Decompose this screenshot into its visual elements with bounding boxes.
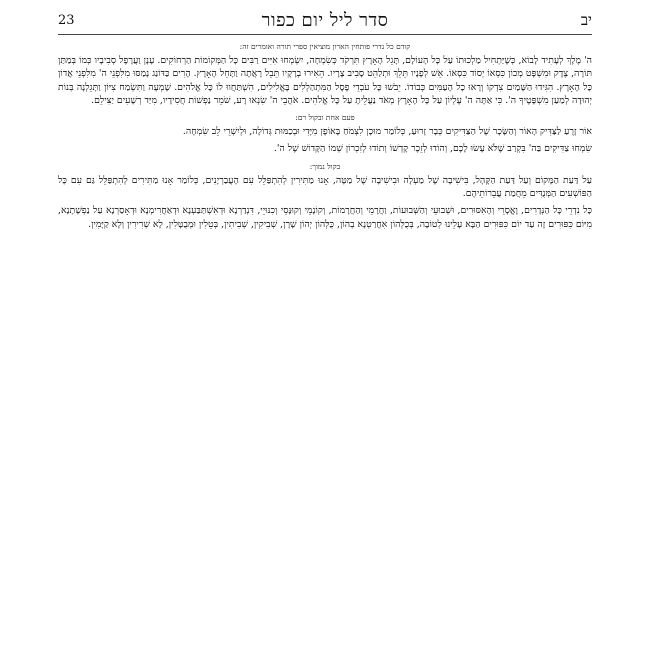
page-header — [58, 10, 592, 32]
rubric-quietly: בקול נמוך: — [309, 161, 341, 171]
running-title: סדר ליל יום כפור — [261, 10, 389, 31]
rubric-aloud: פעם אחת ובקול רם: — [295, 113, 355, 123]
kol-nidrei-paragraph: כָּל נִדְרֵי כָּל הַנְּדָרִים, וֶאֱסָרֵי וְהָאִסּוּרִים, וּשְׁבוּעֵי וְהַשְּׁבוּעוֹת, וַחֲרָמֵי וְהַחֲרָמוֹת, וְקוֹנָמֵי וְקוּנָּסֵי וְכִנּוּיֵי, דִּנְדַרְנָא וּדְאִשְׁתַּבַּעְנָא וּדְאַחֲרִימְנָא וּדְאָסַרְנָא עַל נַפְשָׁתָנָא, מִיּוֹם כִּפּוּרִים זֶה עַד יוֹם כִּפּוּרִים הַבָּא עָלֵינוּ לְטוֹבָה, בְּכֻלְּהוֹן אִחֲרַטְנָא בְהוֹן, כֻּלְּהוֹן יְהוֹן שָׁרָן, שְׁבִיקִין, שְׁבִיתִין, בְּטֵלִין וּמְבֻטָּלִין, לָא שְׁרִירִין וְלָא קַיָּמִין. — [58, 205, 592, 230]
page-number: 23 — [58, 13, 75, 28]
page-body — [58, 40, 592, 644]
header-divider — [58, 34, 592, 35]
al-daat-paragraph: עַל דַּעַת הַמָּקוֹם וְעַל דַּעַת הַקָּהָל, בִּישִׁיבָה שֶׁל מַעְלָה וּבִישִׁיבָה שֶׁל מַטָּה, אָנוּ מַתִּירִין לְהִתְפַּלֵּל עִם הָעֲבַרְיָנִים, כְּלוֹמַר אָנוּ מַתִּירִים לְהִתְפַּלֵּל גַּם עִם כָּל הַפּוֹשְׁעִים הַמְּנֻדִּים מֵחֲמַת עֲבֵרוֹתֵיהֶם. — [58, 174, 592, 200]
psalm-paragraph: ה' מֶלֶךְ לְעָתִיד לָבוֹא, כְּשֶׁיַּתְחִיל מַלְכוּתוֹ עַל כָּל הָעוֹלָם, תָּגֵל הָאָרֶץ תִּרְקֹד כְּשִׂמְחָה, יִשְׂמְחוּ אִיִּים רַבִּים כָּל הַמְּקוֹמוֹת הַרְחוֹקִים. עָנָן וַעֲרָפֶל סְבִיבָיו כְּמוֹ בְּמַתַּן תּוֹרָה, צֶדֶק וּמִשְׁפָּט מְכוֹן כִּסְאוֹ יְסוֹד כִּסְאוֹ. אֵשׁ לְפָנָיו תֵּלֵךְ וּתְלַהֵט סָבִיב צָרָיו. הֵאִירוּ בְרָקָיו תֵּבֵל רָאֲתָה וַתָּחֵל הָאָרֶץ. הָרִים כַּדּוֹנַג נָמַסּוּ מִלִּפְנֵי ה' מִלִּפְנֵי אֲדוֹן כָּל הָאָרֶץ. הִגִּידוּ הַשָּׁמַיִם צִדְקוֹ וְרָאוּ כָל הָעַמִּים כְּבוֹדוֹ. יֵבֹשׁוּ כָּל עֹבְדֵי פֶסֶל הַמִּתְהַלְלִים בָּאֱלִילִים, הִשְׁתַּחֲווּ לוֹ כָּל אֱלֹהִים. שָׁמְעָה וַתִּשְׂמַח צִיּוֹן וַתָּגֵלְנָה בְּנוֹת יְהוּדָה לְמַעַן מִשְׁפָּטֶיךָ ה'. כִּי אַתָּה ה' עֶלְיוֹן עַל כָּל הָאָרֶץ מְאֹד נַעֲלֵיתָ עַל כָּל אֱלֹהִים. אֹהֲבֵי ה' שִׂנְאוּ רָע, שֹׁמֵר נַפְשׁוֹת חֲסִידָיו, מִיַּד רְשָׁעִים יַצִּילֵם. — [58, 55, 592, 106]
simchu-tzaddikim-paragraph: שִׂמְחוּ צַדִּיקִים בַּה' בִּקְרַב שֶׁלֹּא עָשׂוּ לָכֶם, וְהוֹדוּ לְזֵכֶר קָדְשׁוֹ וְתוֹדוּ לְזִכְרוֹן שְׁמוֹ הַקָּדוֹשׁ שֶׁל ה'. — [273, 143, 592, 155]
folio-letter: יב — [580, 11, 592, 29]
rubric-opening: קודם כל נדרי פותחין הארון מוציאין ספרי תורה ואומרים זה: — [239, 42, 411, 51]
or-zarua-paragraph: אוֹר זָרֻעַ לַצַּדִּיק הָאוֹר וְהַשָּׂכָר שֶׁל הַצַּדִּיקִים כְּבָר זָרוּעַ, כְּלוֹמַר מוּכָן לִצְמֹחַ בָּאוֹפֶן מִיָּדִי וּבְכַמּוּת גְּדוֹלָה, וּלְיִשְׁרֵי לֵב שִׂמְחָה. — [182, 126, 592, 138]
